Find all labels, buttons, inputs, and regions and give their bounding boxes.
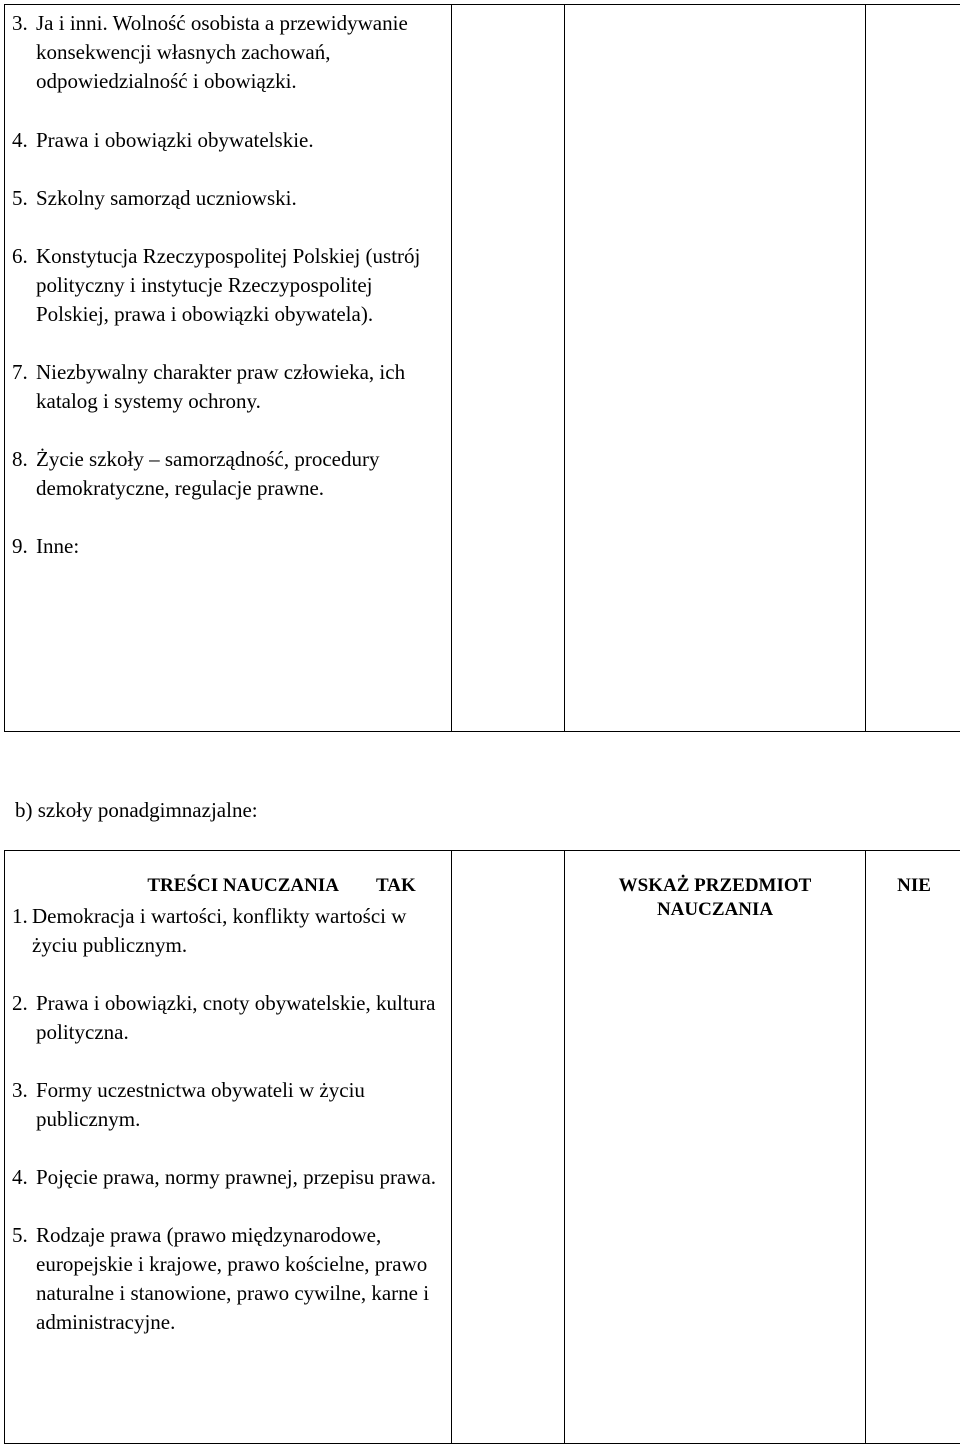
list-item — [12, 902, 441, 960]
item-number: 8. — [12, 447, 28, 471]
section-title: b) szkoły ponadgimnazjalne: — [15, 798, 258, 822]
item-text: Demokracja i wartości, konflikty wartości w życiu publicznym. — [32, 904, 407, 957]
item-number: 3. — [12, 1078, 28, 1102]
no-header: NIE — [897, 875, 931, 896]
list-item — [12, 184, 441, 213]
item-text: Ja i inni. Wolność osobista a przewidywanie konsekwencji własnych zachowań, odpowiedzialność i obowiązki. — [36, 11, 408, 93]
item-number: 3. — [12, 11, 28, 35]
table-row — [5, 5, 960, 732]
item-text: Pojęcie prawa, normy prawnej, przepisu prawa. — [36, 1165, 437, 1189]
item-number: 7. — [12, 360, 28, 384]
item-text: Szkolny samorząd uczniowski. — [36, 186, 297, 210]
list-item — [12, 445, 441, 503]
item-number: 5. — [12, 186, 28, 210]
top-curriculum-table — [4, 4, 960, 732]
item-number: 6. — [12, 244, 28, 268]
item-number: 4. — [12, 128, 28, 152]
list-item — [12, 126, 441, 155]
item-text: Rodzaje prawa (prawo międzynarodowe, europejskie i krajowe, prawo kościelne, prawo naturalne i stanowione, prawo cywilne, karne i administracyjne. — [36, 1223, 430, 1334]
subject-header: WSKAŻ PRZEDMIOT NAUCZANIA — [618, 875, 812, 920]
subject-cell[interactable] — [565, 851, 866, 1444]
content-header: TREŚCI NAUCZANIA — [147, 875, 339, 896]
item-text: Niezbywalny charakter praw człowieka, ich katalog i systemy ochrony. — [36, 360, 406, 413]
item-text: Życie szkoły – samorządność, procedury demokratyczne, regulacje prawne. — [36, 447, 380, 500]
item-text: Konstytucja Rzeczypospolitej Polskiej (ustrój polityczny i instytucje Rzeczypospolitej Polskiej, prawa i obowiązki obywatela). — [36, 244, 421, 326]
list-item — [12, 358, 441, 416]
item-text: Prawa i obowiązki obywatelskie. — [36, 128, 314, 152]
list-item — [12, 9, 441, 96]
yes-cell[interactable] — [376, 851, 565, 1444]
table-row — [5, 851, 960, 1444]
item-text: Prawa i obowiązki, cnoty obywatelskie, kultura polityczna. — [36, 991, 436, 1044]
item-text: Formy uczestnictwa obywateli w życiu publicznym. — [36, 1078, 365, 1131]
no-cell[interactable] — [866, 851, 960, 1444]
yes-cell[interactable] — [452, 5, 565, 732]
item-number: 5. — [12, 1223, 28, 1247]
list-item — [12, 989, 441, 1047]
content-list — [5, 902, 451, 1337]
list-item — [12, 1076, 441, 1134]
yes-header: TAK — [376, 875, 416, 896]
list-item — [12, 242, 441, 329]
list-item — [12, 1221, 441, 1337]
item-number: 1. — [12, 904, 28, 928]
item-number: 4. — [12, 1165, 28, 1189]
no-cell[interactable] — [866, 5, 960, 732]
bottom-curriculum-table — [4, 850, 960, 1444]
content-cell — [5, 5, 452, 732]
content-cell — [5, 851, 452, 1444]
content-list — [5, 5, 451, 561]
list-item — [12, 1163, 441, 1192]
item-number: 9. — [12, 534, 28, 558]
item-text: Inne: — [36, 534, 80, 558]
item-number: 2. — [12, 991, 28, 1015]
subject-cell[interactable] — [565, 5, 866, 732]
list-item — [12, 532, 441, 561]
